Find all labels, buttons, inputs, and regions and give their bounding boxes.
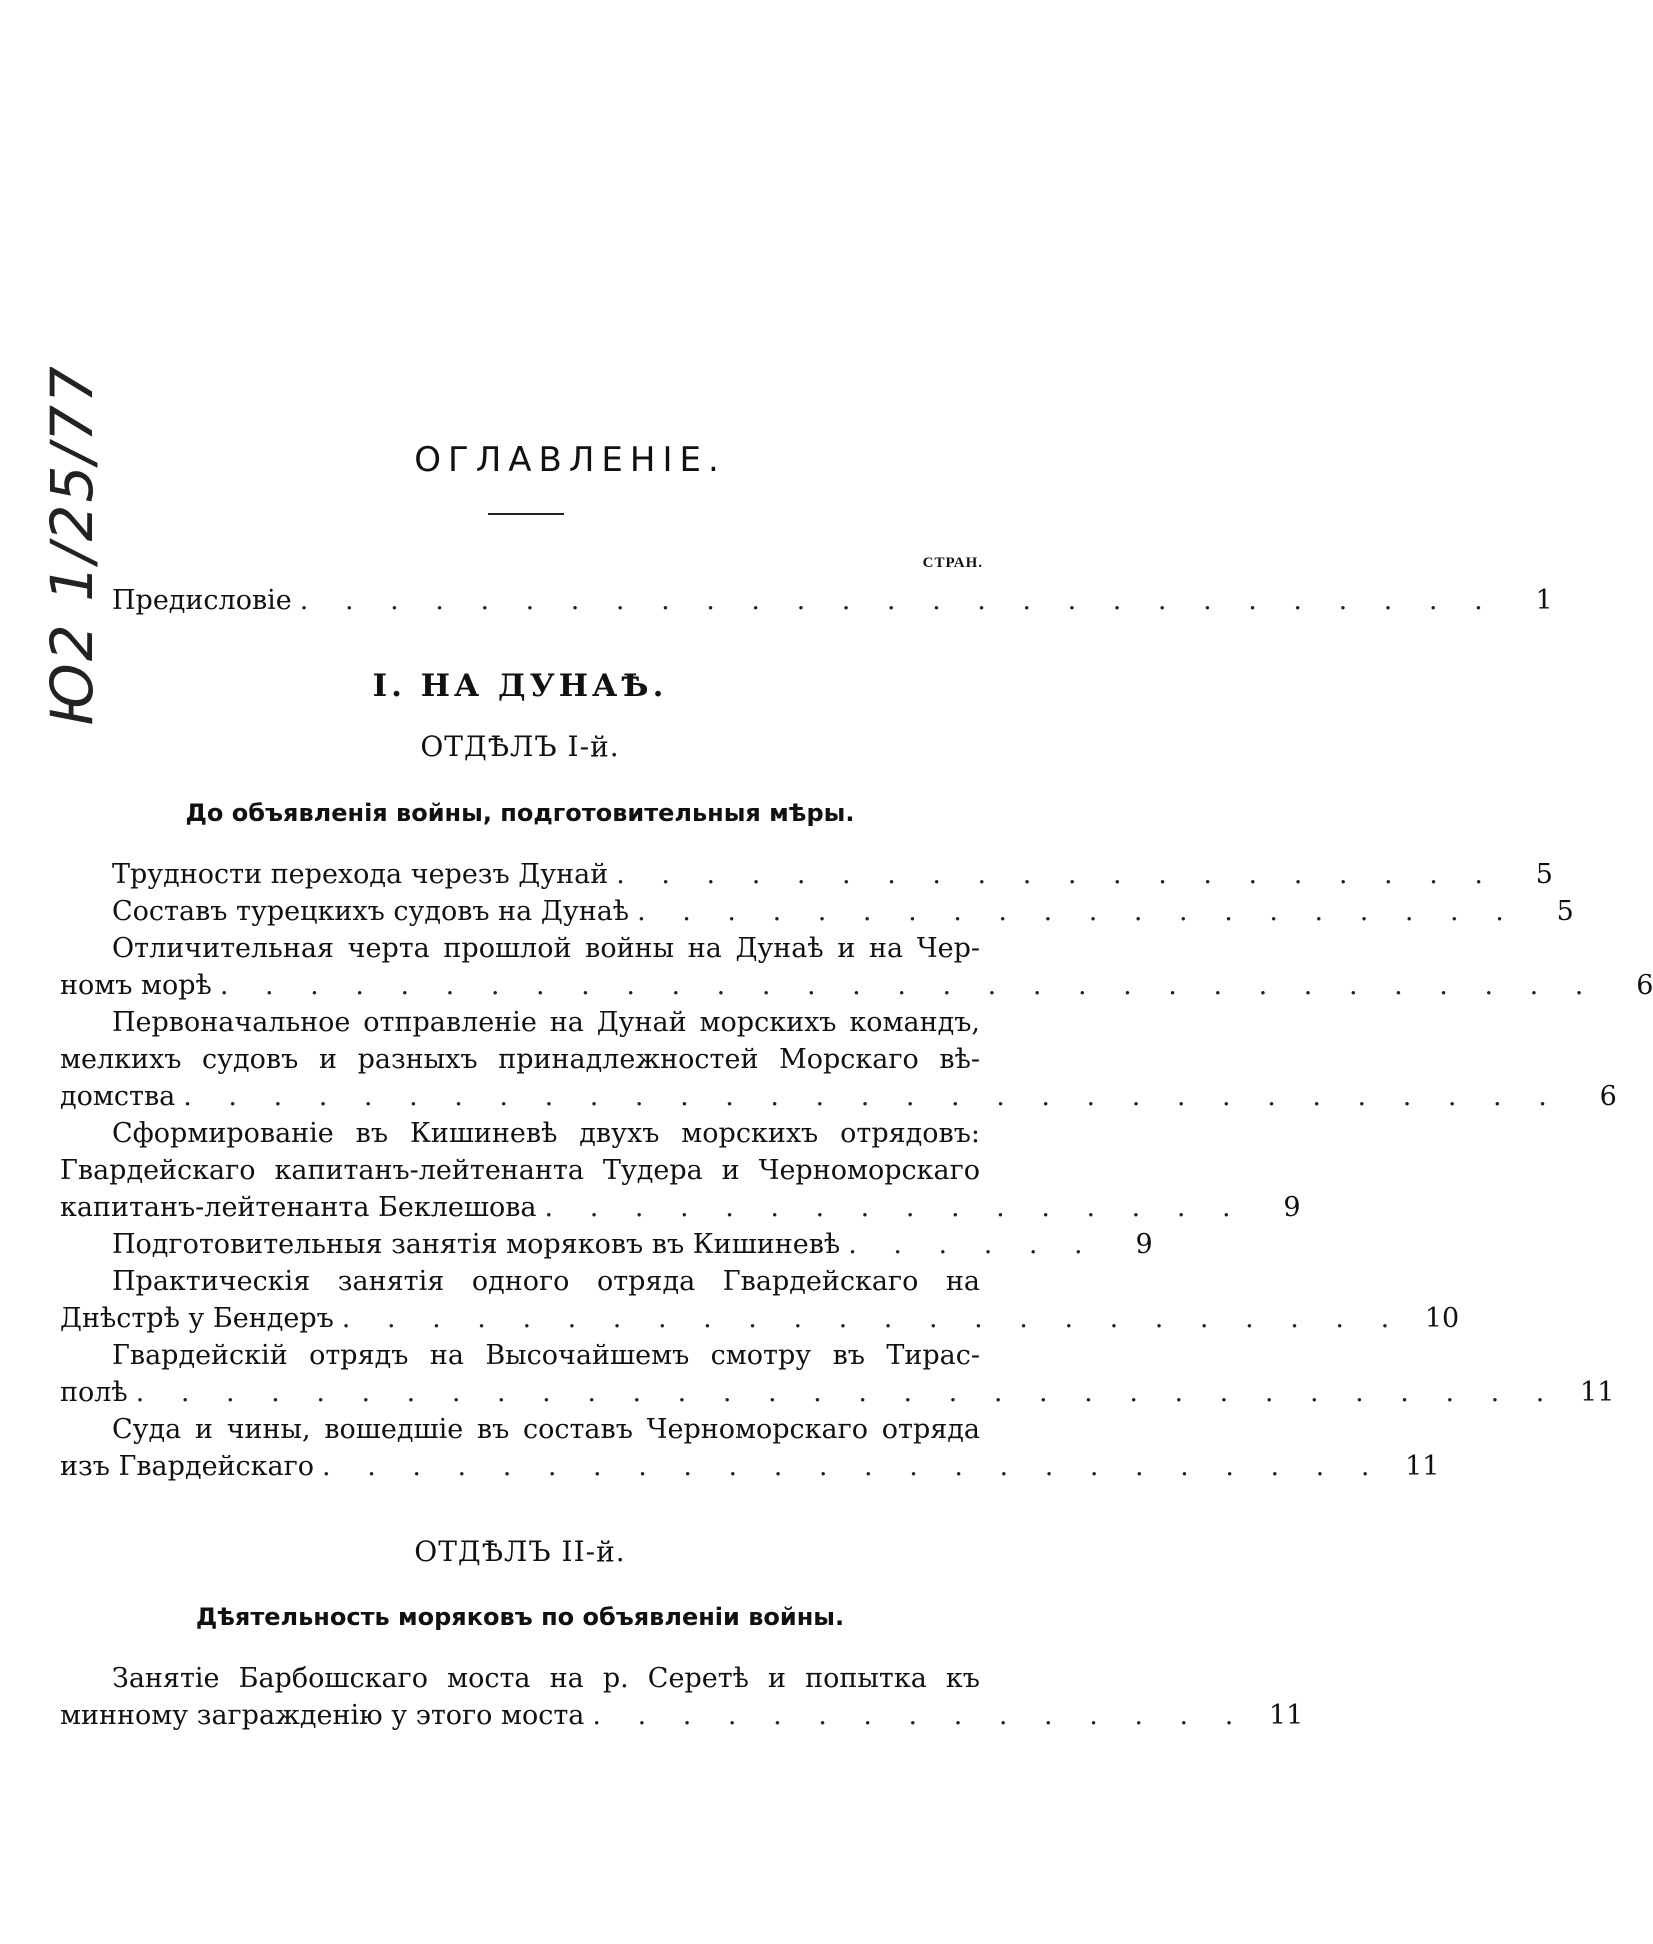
toc-entry-page: 11 xyxy=(1580,1377,1615,1408)
margin-note-text: Ю2 1/25/77 xyxy=(38,364,106,726)
toc-entry-line: Гвардейскаго капитанъ-лейтенанта Тудера и Черноморскаго xyxy=(60,1155,980,1186)
toc-entry-line: изъ Гвардейскаго . . . . . . . . . . . . . . . . . . . . . . . . 11 xyxy=(60,1448,980,1485)
page-title: ОГЛАВЛЕНІЕ. xyxy=(414,440,726,480)
toc-entry-line: Трудности перехода черезъ Дунай . . . . . . . . . . . . . . . . . . . . 5 xyxy=(60,856,980,893)
toc-entry-page: 9 xyxy=(1135,1229,1153,1260)
toc-entry xyxy=(60,930,1653,1004)
page-column-header: СТРАН. xyxy=(922,555,983,571)
toc-entry-line xyxy=(112,582,1553,619)
toc-entry-page: 10 xyxy=(1424,1303,1460,1334)
toc-entry-line: Занятіе Барбошскаго моста на р. Серетѣ и попытка къ xyxy=(112,1663,980,1694)
leader-dots: . . . . . . . . . . . . . . . . . . . . . . . . xyxy=(322,1451,1384,1482)
toc-entry-line: Практическія занятія одного отряда Гвардейскаго на xyxy=(112,1266,980,1297)
toc-entry xyxy=(60,1660,1304,1734)
toc-entry-line: Подготовительныя занятія моряковъ въ Кишиневѣ . . . . . . 9 xyxy=(60,1226,980,1263)
toc-entry-line: полѣ . . . . . . . . . . . . . . . . . . . . . . . . . . . . . . . . 11 xyxy=(60,1374,980,1411)
section-subtitle: Дѣятельность моряковъ по объявленіи войны. xyxy=(195,1603,845,1631)
toc-entry-page: 9 xyxy=(1283,1192,1301,1223)
leader-dots: . . . . . . . . . . . . . . . . . . . . . . . . . . . . . . . xyxy=(183,1081,1561,1112)
leader-dots: . . . . . . xyxy=(848,1229,1097,1260)
toc-entry-line: Первоначальное отправленіе на Дунай морскихъ командъ, xyxy=(112,1007,980,1038)
toc-entry xyxy=(60,1115,1301,1226)
toc-entry-page: 6 xyxy=(1599,1081,1617,1112)
toc-entry-line: капитанъ-лейтенанта Беклешова . . . . . . . . . . . . . . . . 9 xyxy=(60,1189,980,1226)
toc-entry xyxy=(60,1226,1153,1263)
toc-entry-page: 5 xyxy=(1535,859,1553,890)
leader-dots: . . . . . . . . . . . . . . . . . . . . . . . . . . . xyxy=(299,585,1497,616)
toc-entry-line: мелкихъ судовъ и разныхъ принадлежностей Морскаго вѣ- xyxy=(60,1044,980,1075)
leader-dots: . . . . . . . . . . . . . . . . . . . . . . . . . . . . . . . xyxy=(219,970,1598,1001)
toc-entry-line: номъ морѣ . . . . . . . . . . . . . . . . . . . . . . . . . . . . . . . 6 xyxy=(60,967,980,1004)
toc-entry-line: Гвардейскій отрядъ на Высочайшемъ смотру въ Тирас- xyxy=(112,1340,980,1371)
toc-entry-page: 1 xyxy=(1535,585,1553,616)
toc-entry xyxy=(60,893,1574,930)
toc-entry-line: Днѣстрѣ у Бендеръ . . . . . . . . . . . . . . . . . . . . . . . . 10 xyxy=(60,1300,980,1337)
toc-entry-text: Предисловіе xyxy=(112,585,292,616)
toc-entry-line: Сформированіе въ Кишиневѣ двухъ морскихъ отрядовъ: xyxy=(112,1118,980,1149)
leader-dots: . . . . . . . . . . . . . . . . xyxy=(544,1192,1245,1223)
toc-section-1 xyxy=(60,856,1653,1485)
toc-entry xyxy=(60,1411,1440,1485)
toc-entry-line: Составъ турецкихъ судовъ на Дунаѣ . . . . . . . . . . . . . . . . . . . . 5 xyxy=(60,893,980,930)
leader-dots: . . . . . . . . . . . . . . . xyxy=(592,1700,1248,1731)
toc-entry-line: домства . . . . . . . . . . . . . . . . . . . . . . . . . . . . . . . 6 xyxy=(60,1078,980,1115)
toc-entry-page: 11 xyxy=(1405,1451,1440,1482)
toc-entry xyxy=(60,856,1553,893)
toc-entry xyxy=(60,582,1553,619)
section-subtitle: До объявленія войны, подготовительныя мѣры. xyxy=(185,799,855,827)
toc-entry-page: 6 xyxy=(1636,970,1653,1001)
toc-entry-line: Суда и чины, вошедшіе въ составъ Черноморскаго отряда xyxy=(112,1414,980,1445)
toc-entry-line: Отличительная черта прошлой войны на Дунаѣ и на Чер- xyxy=(112,933,980,964)
toc-entry xyxy=(60,1004,1617,1115)
title-rule xyxy=(488,513,564,515)
toc-preface xyxy=(60,582,1553,619)
leader-dots: . . . . . . . . . . . . . . . . . . . . xyxy=(616,859,1497,890)
toc-section-2 xyxy=(60,1660,1304,1734)
leader-dots: . . . . . . . . . . . . . . . . . . . . . . . . xyxy=(341,1303,1404,1334)
section-heading: ОТДѢЛЪ I-й. xyxy=(420,730,620,763)
toc-entry-page: 5 xyxy=(1556,896,1574,927)
part-title: I. НА ДУНАѢ. xyxy=(372,668,668,704)
toc-entry xyxy=(60,1263,1460,1337)
toc-entry xyxy=(60,1337,1615,1411)
toc-entry-page: 11 xyxy=(1268,1700,1304,1731)
leader-dots: . . . . . . . . . . . . . . . . . . . . . . . . . . . . . . . . xyxy=(135,1377,1559,1408)
toc-entry-line: минному загражденію у этого моста . . . . . . . . . . . . . . . 11 xyxy=(60,1697,980,1734)
section-heading: ОТДѢЛЪ II-й. xyxy=(414,1535,626,1568)
leader-dots: . . . . . . . . . . . . . . . . . . . . xyxy=(637,896,1518,927)
